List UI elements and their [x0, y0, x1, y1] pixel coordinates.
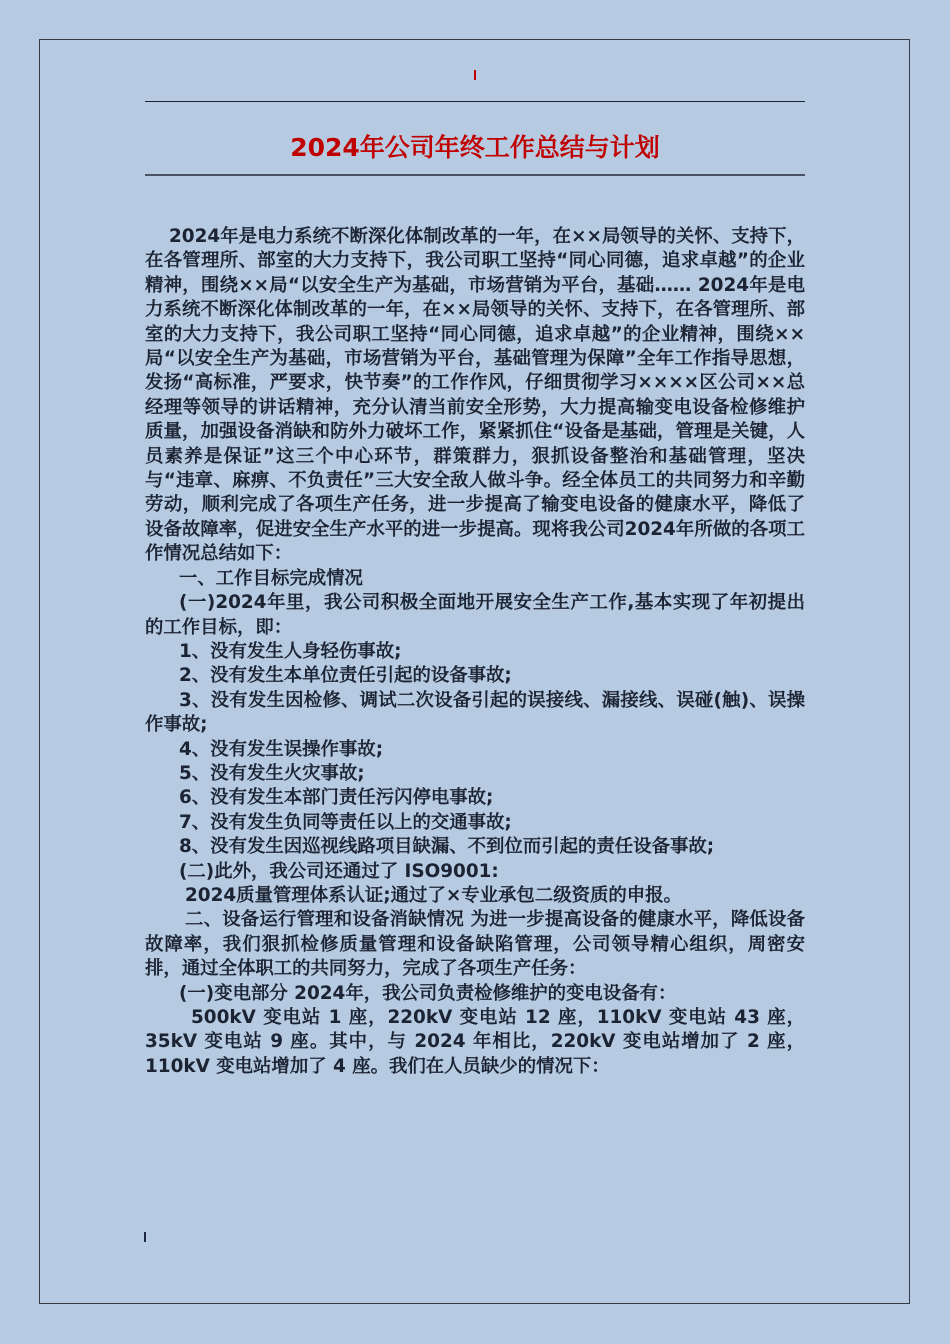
list-item-3: 3、没有发生因检修、调试二次设备引起的误接线、漏接线、误碰(触)、误操作事故;	[145, 689, 805, 736]
subsection-paragraph-2: (二)此外，我公司还通过了 ISO9001:	[179, 860, 499, 882]
substation-paragraph: 500kV 变电站 1 座，220kV 变电站 12 座，110kV 变电站 43 座，35kV 变电站 9 座。其中，与 2024 年相比，220kV 变电站增加了 2 座，110kV 变电站增加了 4 座。我们在人员缺少的情况下：	[145, 1007, 805, 1077]
list-item-2: 2、没有发生本单位责任引起的设备事故;	[179, 665, 512, 687]
intro-paragraph: 2024年是电力系统不断深化体制改革的一年，在××局领导的关怀、支持下，在各管理所、部室的大力支持下，我公司职工坚持“同心同德，追求卓越”的企业精神，围绕××局“以安全生产为基础，市场营销为平台，基础…… 2024年是电力系统不断深化体制改革的一年，在××局领导的关怀、支持下，在各管理所、部室的大力支持下，我公司职工坚持“同心同德，追求卓越”的企业精神，围绕××局“以安全生产为基础，市场营销为平台，基础管理为保障”全年工作指导思想，发扬“高标准，严要求，快节奏”的工作作风，仔细贯彻学习××××区公司××总经理等领导的讲话精神，充分认清当前安全形势，大力提高输变电设备检修维护质量，加强设备消缺和防外力破坏工作，紧紧抓住“设备是基础，管理是关键，人员素养是保证”这三个中心环节，群策群力，狠抓设备整治和基础管理，坚决与“违章、麻痹、不负责任”三大安全敌人做斗争。经全体员工的共同努力和辛勤劳动，顺利完成了各项生产任务，进一步提高了输变电设备的健康水平，降低了设备故障率，促进安全生产水平的进一步提高。现将我公司2024年所做的各项工作情况总结如下：	[145, 226, 805, 565]
subsection-paragraph-1: (一)2024年里，我公司积极全面地开展安全生产工作,基本实现了年初提出的工作目标，即：	[145, 592, 805, 638]
header-rule	[145, 101, 805, 102]
document-body	[145, 225, 805, 1079]
document-title: 2024年公司年终工作总结与计划	[290, 133, 660, 162]
list-item-1: 1、没有发生人身轻伤事故;	[179, 640, 402, 662]
list-item-7: 7、没有发生负同等责任以上的交通事故;	[179, 811, 512, 833]
certification-paragraph: 2024质量管理体系认证;通过了×专业承包二级资质的申报。	[185, 884, 682, 906]
title-rule	[145, 174, 805, 176]
footer-marker	[144, 1232, 146, 1242]
section-heading-2-paragraph: 二、设备运行管理和设备消缺情况 为进一步提高设备的健康水平，降低设备故障率，我们狠抓检修质量管理和设备缺陷管理，公司领导精心组织，周密安排，通过全体职工的共同努力，完成了各项生产任务：	[145, 909, 805, 980]
header-marker	[474, 70, 476, 80]
list-item-4: 4、没有发生误操作事故;	[179, 738, 384, 760]
section-heading-1: 一、工作目标完成情况	[179, 567, 363, 589]
list-item-6: 6、没有发生本部门责任污闪停电事故;	[179, 787, 494, 809]
substation-heading: (一)变电部分 2024年，我公司负责检修维护的变电设备有：	[179, 982, 677, 1004]
list-item-8: 8、没有发生因巡视线路项目缺漏、不到位而引起的责任设备事故;	[179, 836, 715, 858]
list-item-5: 5、没有发生火灾事故;	[179, 762, 365, 784]
